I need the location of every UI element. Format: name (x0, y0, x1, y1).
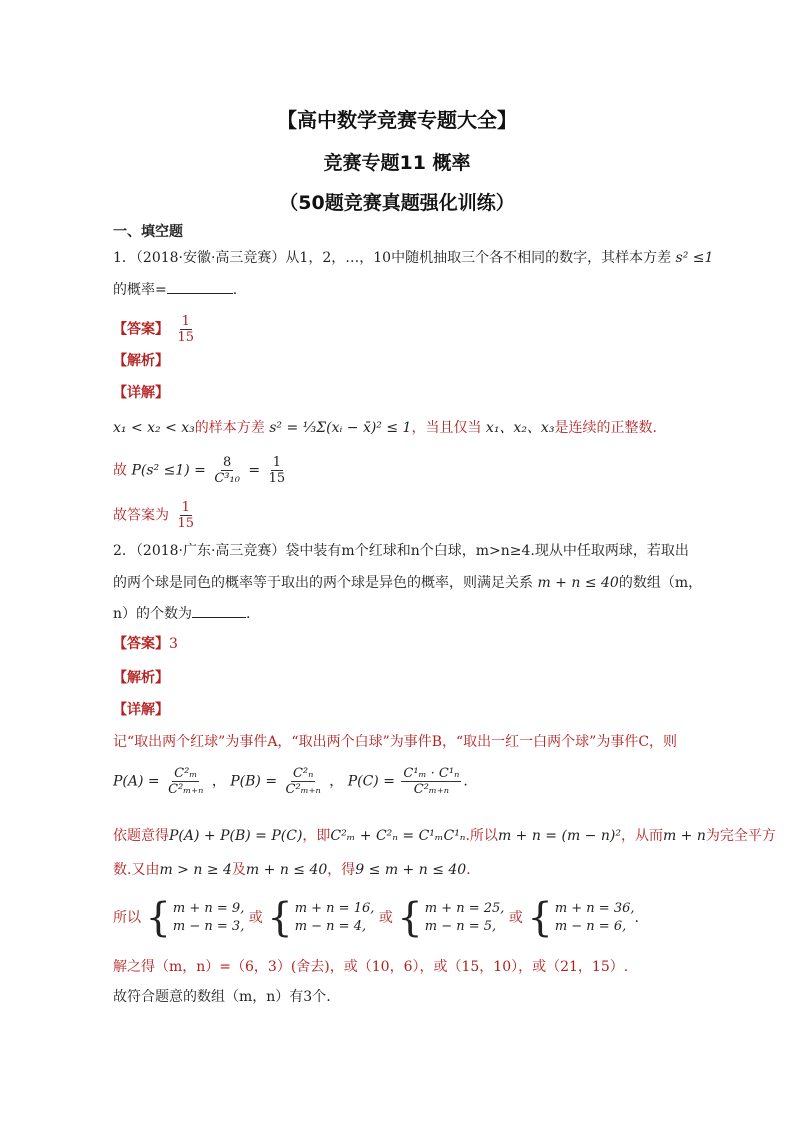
q1-analysis-label: 【解析】 (113, 353, 169, 369)
system-3-row-1: m + n = 25, (424, 901, 505, 916)
q2-d3-text-b: ，即 (302, 828, 331, 844)
q1-fraction-2-den: 15 (268, 471, 286, 486)
or-1: 或 (248, 910, 263, 926)
q1-stem-end: . (232, 282, 238, 298)
q1-answer-label: 【答案】 (113, 321, 169, 338)
q2-d3-text-a: 依题意得 (113, 828, 169, 844)
q1-order-math: x₁ < x₂ < x₃ (113, 420, 195, 436)
q2-pc-fraction (401, 766, 461, 797)
q1-detail-label: 【详解】 (113, 385, 169, 401)
q2-detail-line-6: 解之得（m，n）=（6，3）(舍去)，或（10，6），或（15，10），或（21，15）. (113, 959, 629, 975)
q2-pb-fraction (284, 766, 323, 797)
q2-d4-text-b: 及 (231, 862, 246, 878)
system-1-row-2: m − n = 3, (172, 919, 245, 934)
q2-d3-math-4: m + n (662, 828, 706, 844)
q2-pb-label: P(B) = (230, 773, 278, 790)
q1-detail-line-1 (113, 418, 657, 438)
q1-answer-blank (167, 293, 233, 294)
q2-detail-line-7: 故符合题意的数组（m，n）有3个. (113, 989, 331, 1005)
q2-systems-line (113, 895, 639, 941)
equation-system-4: { m + n = 36, m − n = 6, (527, 895, 635, 941)
q2-answer-blank (192, 617, 246, 618)
system-2-row-2: m − n = 4, (294, 919, 367, 934)
q2-pc-num: C¹ₘ · C¹ₙ (403, 766, 460, 781)
q1-stem-text-2: 的概率= (113, 282, 167, 298)
q1-fraction-1 (212, 455, 242, 486)
q1-final-num: 1 (181, 500, 190, 515)
q2-d3-math-3: m + n = (m − n)² (497, 828, 621, 844)
q2-d3-text-e: 为完全平方 (705, 828, 776, 844)
q1-final-den: 15 (177, 516, 194, 531)
q2-d3-text-d: ，从而 (620, 828, 663, 844)
q2-detail-line-1: 记“取出两个红球”为事件A，“取出两个白球”为事件B，“取出一红一白两个球”为事件C，则 (113, 734, 678, 750)
q2-stem-text: 的两个球是同色的概率等于取出的两个球是异色的概率，则满足关系 (113, 575, 533, 591)
q1-therefore: 故 (113, 462, 127, 479)
q2-stem-line-1: 2．（2018·广东·高三竞赛）袋中装有m个红球和n个白球，m>n≥4.现从中任取两球，若取出 (113, 543, 689, 559)
system-1-row-1: m + n = 9, (172, 901, 245, 916)
or-3: 或 (508, 910, 523, 926)
q2-answer-label: 【答案】 (113, 636, 169, 652)
q1-final-line (113, 500, 198, 531)
q2-detail-line-4 (113, 860, 471, 880)
q1-answer-numerator: 1 (181, 314, 190, 329)
q2-d4-math-3: 9 ≤ m + n ≤ 40 (355, 862, 467, 878)
q2-stem-end: 的数组（m， (618, 575, 703, 591)
q2-pa-den: C²ₘ₊ₙ (168, 782, 204, 797)
q1-final-fraction (175, 500, 196, 531)
document-title: 【高中数学竞赛专题大全】 (277, 108, 517, 132)
q1-probability-expr: P(s² ≤1) = (131, 462, 206, 479)
q1-stem-math: s² ≤1 (675, 250, 714, 266)
q1-fraction-2-num: 1 (272, 455, 281, 470)
q2-stem-line-3 (113, 604, 250, 624)
or-2: 或 (378, 910, 393, 926)
q1-detail-end: 是连续的正整数. (554, 420, 657, 436)
systems-end: . (634, 910, 639, 926)
q1-detail-tail: ，当且仅当 (411, 420, 482, 436)
q2-analysis-label: 【解析】 (113, 670, 169, 686)
q2-answer-value: 3 (169, 636, 178, 652)
equation-system-3: { m + n = 25, m − n = 5, (397, 895, 505, 941)
document-subtitle: 竞赛专题11 概率 (323, 152, 471, 174)
q2-d4-text-a: 数.又由 (113, 862, 160, 878)
q2-d4-text-d: . (466, 862, 471, 878)
q2-d3-text-c: .所以 (465, 828, 498, 844)
q2-d3-math-2: C²ₘ + C²ₙ = C¹ₘC¹ₙ (330, 828, 466, 844)
q2-pa-num: C²ₘ (174, 766, 198, 781)
q1-detail-line-2: 故 P(s² ≤1) = $\frac{8}{\text{C³₁₀}}$ = $\frac{1}{15}$ (113, 455, 286, 486)
q2-detail-line-3 (113, 826, 776, 846)
q2-pa-label: P(A) = (113, 773, 160, 790)
q2-stem-text-3: n）的个数为 (113, 606, 193, 622)
q1-detail-text: 的样本方差 (194, 420, 265, 436)
system-2-row-1: m + n = 16, (294, 901, 375, 916)
q2-systems-label: 所以 (113, 910, 141, 926)
q1-answer-line (113, 314, 198, 345)
q2-probabilities-line (113, 766, 468, 797)
system-3-row-2: m − n = 5, (424, 919, 497, 934)
q2-stem-end-3: . (246, 606, 251, 622)
q1-stem-line-1 (113, 248, 713, 268)
q1-fraction-2 (267, 455, 288, 486)
q2-separator-1: ， (211, 773, 226, 790)
q2-pb-num: C²ₙ (292, 766, 314, 781)
q1-variance-formula: s² = ⅓Σ(xᵢ − x̄)² ≤ 1 (269, 420, 412, 436)
q1-answer-denominator: 15 (177, 330, 194, 345)
q2-pa-fraction (166, 766, 205, 797)
q2-d3-math-1: P(A) + P(B) = P(C) (169, 828, 303, 844)
q2-d4-math-1: m > n ≥ 4 (159, 862, 232, 878)
equation-system-2: { m + n = 16, m − n = 4, (267, 895, 375, 941)
q1-final-text: 故答案为 (113, 507, 169, 524)
section-heading: 一、填空题 (113, 224, 183, 240)
equation-system-1: { m + n = 9, m − n = 3, (145, 895, 245, 941)
q2-d4-text-c: ，得 (327, 862, 356, 878)
q1-fraction-1-num: 8 (222, 455, 232, 470)
q2-separator-2: ， (329, 773, 344, 790)
q2-pc-den: C²ₘ₊ₙ (413, 782, 450, 797)
system-4-row-2: m − n = 6, (554, 919, 627, 934)
q1-stem-line-2 (113, 280, 237, 300)
q1-fraction-1-den: C³₁₀ (214, 471, 240, 486)
q2-pc-label: P(C) = (347, 773, 395, 790)
q1-variables: x₁、x₂、x₃ (485, 420, 555, 436)
q2-prob-end: . (463, 773, 468, 790)
document-subtitle-2: （50题竞赛真题强化训练） (279, 192, 515, 214)
q2-detail-label: 【详解】 (113, 702, 169, 718)
system-4-row-1: m + n = 36, (554, 901, 635, 916)
q2-d4-math-2: m + n ≤ 40 (245, 862, 328, 878)
q2-answer-line (113, 634, 178, 654)
q2-pb-den: C²ₘ₊ₙ (285, 782, 321, 797)
q2-stem-line-2 (113, 573, 702, 593)
q1-answer-fraction (175, 314, 196, 345)
q2-stem-math: m + n ≤ 40 (537, 575, 619, 591)
q1-stem-text: 1．（2018·安徽·高三竞赛）从1，2，…，10中随机抽取三个各不相同的数字，其样本方差 (113, 250, 672, 266)
